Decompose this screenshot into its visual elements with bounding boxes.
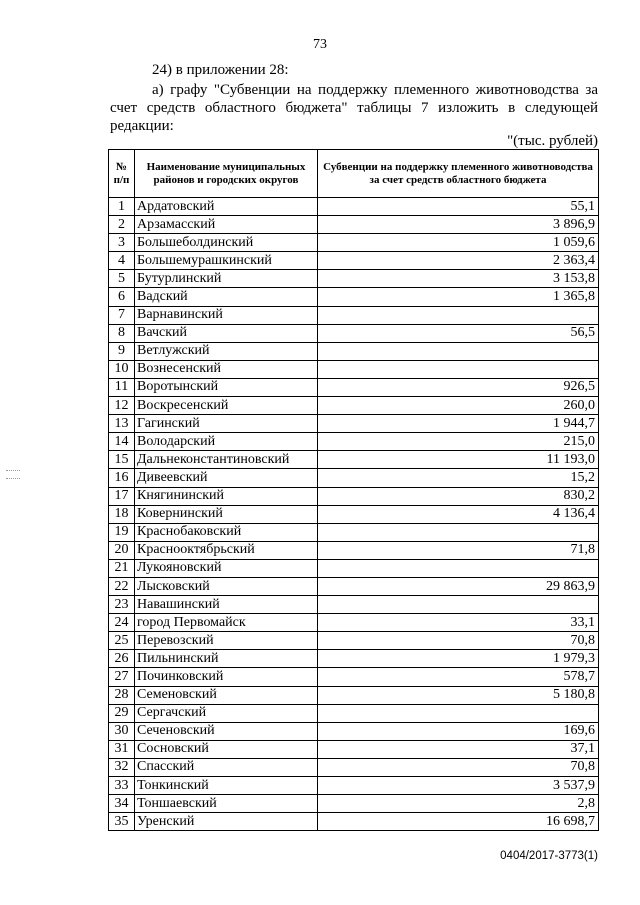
district-name: Уренский [135,813,318,831]
table-row [109,451,599,469]
district-name: Лукояновский [135,559,318,577]
table-row [109,722,599,740]
table-row [109,360,599,378]
district-name: Ковернинский [135,505,318,523]
header-number: № п/п [109,150,135,198]
units-label: "(тыс. рублей) [507,133,598,149]
table-row [109,541,599,559]
row-number: 13 [109,415,135,433]
table-row [109,596,599,614]
subsidy-value: 830,2 [318,487,599,505]
district-name: Воротынский [135,378,318,396]
table-row [109,234,599,252]
row-number: 22 [109,577,135,595]
district-name: Княгининский [135,487,318,505]
row-number: 30 [109,722,135,740]
row-number: 5 [109,270,135,288]
district-name: Сеченовский [135,722,318,740]
row-number: 24 [109,614,135,632]
district-name: Гагинский [135,415,318,433]
table-row [109,216,599,234]
subsidy-value: 1 979,3 [318,650,599,668]
row-number: 10 [109,360,135,378]
district-name: Варнавинский [135,306,318,324]
table-row [109,686,599,704]
table-row [109,469,599,487]
table-header-row [109,150,599,198]
district-name: Сосновский [135,740,318,758]
subsidy-value: 3 896,9 [318,216,599,234]
subsidy-value [318,523,599,541]
row-number: 35 [109,813,135,831]
table-row [109,252,599,270]
subsidy-value: 2 363,4 [318,252,599,270]
table-row [109,614,599,632]
row-number: 27 [109,668,135,686]
table-row [109,758,599,776]
district-name: Дальнеконстантиновский [135,451,318,469]
row-number: 11 [109,378,135,396]
subsidy-value [318,704,599,722]
row-number: 31 [109,740,135,758]
table-row [109,668,599,686]
district-name: Краснооктябрьский [135,541,318,559]
row-number: 32 [109,758,135,776]
table-row [109,288,599,306]
subsidies-table [108,149,599,831]
row-number: 17 [109,487,135,505]
row-number: 21 [109,559,135,577]
subsidy-value: 56,5 [318,324,599,342]
table-row [109,704,599,722]
subsidy-value: 215,0 [318,433,599,451]
district-name: Семеновский [135,686,318,704]
subsidy-value: 16 698,7 [318,813,599,831]
table-row [109,397,599,415]
subsidy-value: 3 537,9 [318,777,599,795]
district-name: Лысковский [135,577,318,595]
table-row [109,306,599,324]
subsidy-value: 3 153,8 [318,270,599,288]
table-row [109,415,599,433]
row-number: 8 [109,324,135,342]
district-name: Тонкинский [135,777,318,795]
subsidy-value: 71,8 [318,541,599,559]
district-name: Большемурашкинский [135,252,318,270]
district-name: город Первомайск [135,614,318,632]
subsidy-value [318,342,599,360]
district-name: Ветлужский [135,342,318,360]
district-name: Дивеевский [135,469,318,487]
margin-mark [6,470,20,471]
subsidy-value: 33,1 [318,614,599,632]
row-number: 12 [109,397,135,415]
header-district: Наименование муниципальных районов и городских округов [135,150,318,198]
row-number: 7 [109,306,135,324]
subsidy-value: 169,6 [318,722,599,740]
row-number: 25 [109,632,135,650]
district-name: Починковский [135,668,318,686]
table-row [109,559,599,577]
paragraph-heading: 24) в приложении 28: [152,62,289,78]
district-name: Пильнинский [135,650,318,668]
row-number: 28 [109,686,135,704]
subsidy-value [318,360,599,378]
district-name: Перевозский [135,632,318,650]
subsidy-value: 55,1 [318,198,599,216]
table-row [109,777,599,795]
row-number: 16 [109,469,135,487]
district-name: Вадский [135,288,318,306]
subsidy-value: 2,8 [318,795,599,813]
subsidy-value [318,559,599,577]
district-name: Большеболдинский [135,234,318,252]
table-row [109,632,599,650]
table-row [109,433,599,451]
row-number: 1 [109,198,135,216]
district-name: Навашинский [135,596,318,614]
table-row [109,378,599,396]
row-number: 3 [109,234,135,252]
table-row [109,324,599,342]
subsidy-value [318,596,599,614]
table-row [109,342,599,360]
subsidy-value: 260,0 [318,397,599,415]
subsidy-value: 4 136,4 [318,505,599,523]
table-row [109,577,599,595]
row-number: 4 [109,252,135,270]
header-subsidy: Субвенции на поддержку племенного животноводства за счет средств областного бюджета [318,150,599,198]
subsidy-value: 29 863,9 [318,577,599,595]
district-name: Арзамасский [135,216,318,234]
row-number: 19 [109,523,135,541]
subsidy-value [318,306,599,324]
table-row [109,270,599,288]
row-number: 6 [109,288,135,306]
row-number: 9 [109,342,135,360]
row-number: 15 [109,451,135,469]
table-row [109,487,599,505]
subsidy-value: 926,5 [318,378,599,396]
row-number: 33 [109,777,135,795]
row-number: 14 [109,433,135,451]
subsidy-value: 5 180,8 [318,686,599,704]
row-number: 29 [109,704,135,722]
table-row [109,650,599,668]
margin-mark [6,478,20,479]
subsidy-value: 15,2 [318,469,599,487]
district-name: Бутурлинский [135,270,318,288]
row-number: 34 [109,795,135,813]
table-row [109,523,599,541]
table-row [109,740,599,758]
district-name: Сергачский [135,704,318,722]
district-name: Спасский [135,758,318,776]
row-number: 20 [109,541,135,559]
subsidy-value: 1 365,8 [318,288,599,306]
subsidy-value: 578,7 [318,668,599,686]
table-body [109,198,599,831]
district-name: Краснобаковский [135,523,318,541]
subsidy-value: 1 944,7 [318,415,599,433]
district-name: Воскресенский [135,397,318,415]
subsidy-value: 11 193,0 [318,451,599,469]
paragraph-text: а) графу "Субвенции на поддержку племенного животноводства за счет средств областного бюджета" таблицы 7 изложить в следующей редакции: [110,82,598,134]
subsidy-value: 37,1 [318,740,599,758]
district-name: Вачский [135,324,318,342]
district-name: Володарский [135,433,318,451]
row-number: 23 [109,596,135,614]
district-name: Тоншаевский [135,795,318,813]
subsidy-value: 1 059,6 [318,234,599,252]
table-row [109,505,599,523]
row-number: 2 [109,216,135,234]
subsidy-value: 70,8 [318,758,599,776]
table-row [109,795,599,813]
district-name: Ардатовский [135,198,318,216]
table-row [109,198,599,216]
table-row [109,813,599,831]
subsidy-value: 70,8 [318,632,599,650]
page-number: 73 [313,37,327,52]
document-code: 0404/2017-3773(1) [500,850,598,862]
district-name: Вознесенский [135,360,318,378]
row-number: 18 [109,505,135,523]
row-number: 26 [109,650,135,668]
